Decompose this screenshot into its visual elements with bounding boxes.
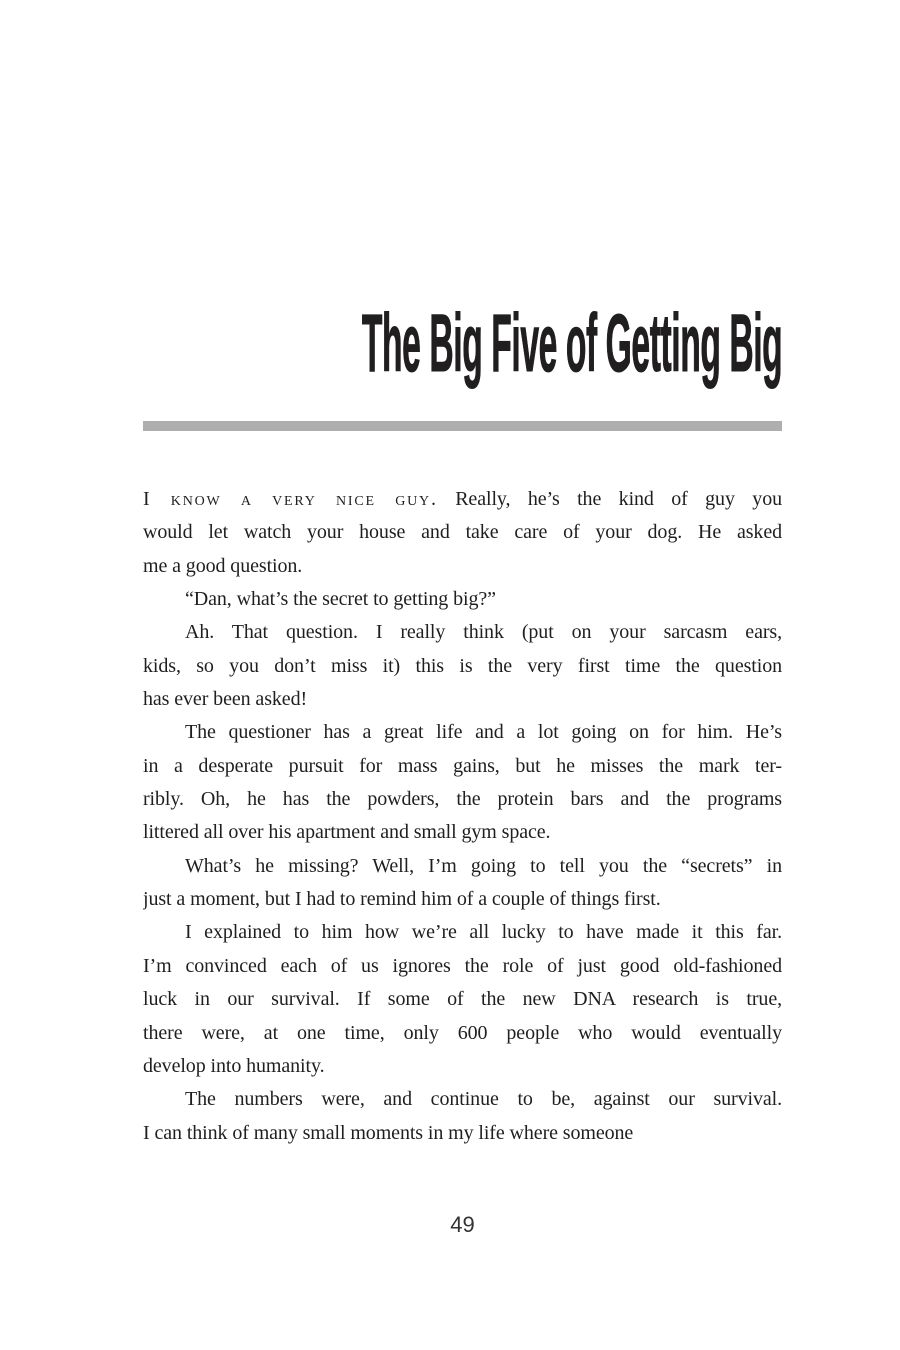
text-line: ribly. Oh, he has the powders, the protein bars and the programs (143, 788, 782, 811)
text-line: I explained to him how we’re all lucky to have made it this far. (185, 921, 782, 944)
text-line: I can think of many small moments in my life where someone (143, 1121, 634, 1144)
text-line: littered all over his apartment and small gym space. (143, 821, 551, 844)
text-line: would let watch your house and take care of your dog. He asked (143, 521, 782, 544)
paragraph (143, 616, 782, 716)
text-line: has ever been asked! (143, 688, 308, 711)
text-line: Ah. That question. I really think (put on your sarcasm ears, (185, 621, 782, 644)
paragraph (143, 1083, 782, 1150)
text-line: luck in our survival. If some of the new DNA research is true, (143, 988, 782, 1011)
text-line: there were, at one time, only 600 people who would eventually (143, 1021, 782, 1044)
text-line: “Dan, what’s the secret to getting big?” (185, 588, 496, 611)
text-line: I’m convinced each of us ignores the role of just good old-fashioned (143, 954, 782, 977)
small-caps-lead-in: I know a very nice guy. (143, 488, 438, 510)
paragraph (143, 716, 782, 849)
text-line: just a moment, but I had to remind him of a couple of things first. (143, 888, 661, 911)
paragraph (143, 583, 782, 616)
text-line: The numbers were, and continue to be, against our survival. (185, 1088, 782, 1111)
chapter-title-text: The Big Five of Getting Big (361, 298, 782, 389)
text-line: develop into humanity. (143, 1054, 325, 1077)
text-line: The questioner has a great life and a lot going on for him. He’s (185, 721, 782, 744)
page-number: 49 (450, 1212, 475, 1237)
paragraph (143, 916, 782, 1083)
paragraph (143, 850, 782, 917)
text-line: me a good question. (143, 554, 303, 577)
text-line: What’s he missing? Well, I’m going to tell you the “secrets” in (185, 854, 782, 877)
text-line: kids, so you don’t miss it) this is the very first time the question (143, 654, 782, 677)
body-text (143, 483, 782, 1150)
paragraph (143, 483, 782, 583)
text-line: in a desperate pursuit for mass gains, but he misses the mark ter- (143, 754, 782, 777)
text-line: I know a very nice guy. Really, he’s the kind of guy you (143, 488, 782, 510)
title-rule (143, 421, 782, 431)
chapter-title (0, 298, 782, 389)
